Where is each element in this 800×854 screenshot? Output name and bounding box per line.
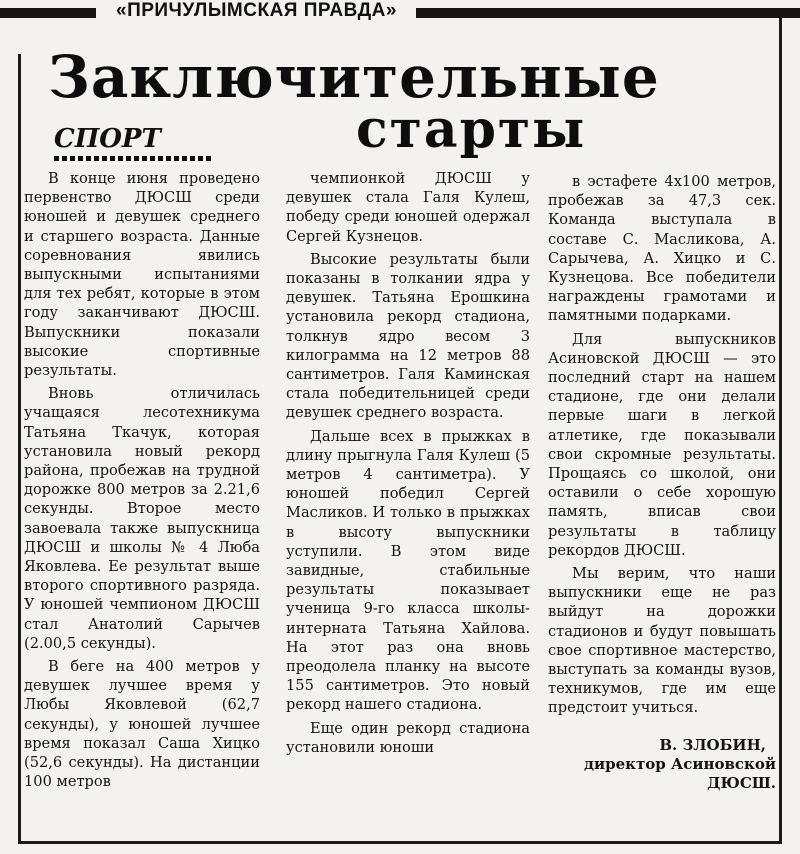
rubric-label: СПОРТ	[54, 124, 161, 154]
masthead-rule-right	[416, 8, 800, 18]
article-frame-right	[779, 18, 782, 844]
paragraph: Для выпускников Асиновской ДЮСШ — это последний старт на нашем стадионе, где они делали первые шаги в легкой атлетике, где показывали свои скромные результаты. Прощаясь со школой, они оставили о себе хорошую память, вписав свои результаты в таблицу рекордов ДЮСШ.	[548, 330, 776, 559]
paragraph: Высокие результаты были показаны в толкании ядра у девушек. Татьяна Ерошкина установила рекорд стадиона, толкнув ядро весом 3 килограмма на 12 метров 88 сантиметров. Галя Каминская стала победительницей среди девушек среднего возраста.	[286, 250, 530, 422]
article-column-2	[286, 169, 530, 757]
newspaper-name: «ПРИЧУЛЫМСКАЯ ПРАВДА»	[116, 0, 397, 21]
article-column-1	[24, 169, 260, 792]
paragraph: чемпионкой ДЮСШ у девушек стала Галя Кулеш, победу среди юношей одержал Сергей Кузнецов.	[286, 170, 530, 245]
paragraph: Мы верим, что наши выпускники еще не раз выйдут на дорожки стадионов и будут повышать свое спортивное мастерство, выступать за команды вузов, техникумов, где им еще предстоит учиться.	[548, 565, 776, 717]
headline-line-2: старты	[356, 99, 587, 160]
paragraph: Вновь отличилась учащаяся лесотехникума Татьяна Ткачук, которая установила новый рекорд района, пробежав на трудной дорожке 800 метров за 2.21,6 секунды. Второе место завоевала также выпускница ДЮСШ и школы № 4 Люба Яковлева. Ее результат выше второго спортивного разряда. У юношей чемпионом ДЮСШ стал Анатолий Сарычев (2.00,5 секунды).	[24, 385, 260, 652]
paragraph: в эстафете 4х100 метров, пробежав за 47,3 сек. Команда выступала в составе С. Масликова, А. Сарычева, А. Хицко и С. Кузнецова. Все победители награждены грамотами и памятными подарками.	[548, 173, 776, 325]
author-name: В. ЗЛОБИН,	[659, 735, 766, 754]
paragraph: В конце июня проведено первенство ДЮСШ среди юношей и девушек среднего и старшего возраста. Данные соревнования явились выпускными испытаниями для тех ребят, которые в этом году заканчивают ДЮСШ. Выпускники показали высокие спортивные результаты.	[24, 170, 260, 380]
rubric-underline	[54, 156, 214, 161]
paragraph: В беге на 400 метров у девушек лучшее время у Любы Яковлевой (62,7 секунды), у юношей лучшее время показал Саша Хицко (52,6 секунды). На дистанции 100 метров	[24, 658, 260, 791]
headline-line-1: Заключительные	[48, 43, 660, 111]
article-frame-bottom	[18, 841, 782, 844]
author-role: директор Асиновской ДЮСШ.	[584, 754, 776, 792]
article-frame-left	[18, 54, 21, 844]
article-column-3	[548, 172, 776, 793]
masthead-rule-left	[0, 8, 96, 18]
paragraph: Дальше всех в прыжках в длину прыгнула Галя Кулеш (5 метров 4 сантиметра). У юношей победил Сергей Масликов. И только в прыжках в высоту выпускники уступили. В этом виде завидные, стабильные результаты показывает ученица 9-го класса школы-интерната Татьяна Хайлова. На этот раз она вновь преодолела планку на высоте 155 сантиметров. Это новый рекорд нашего стадиона.	[286, 427, 530, 714]
byline	[548, 736, 776, 793]
paragraph: Еще один рекорд стадиона установили юноши	[286, 719, 530, 756]
